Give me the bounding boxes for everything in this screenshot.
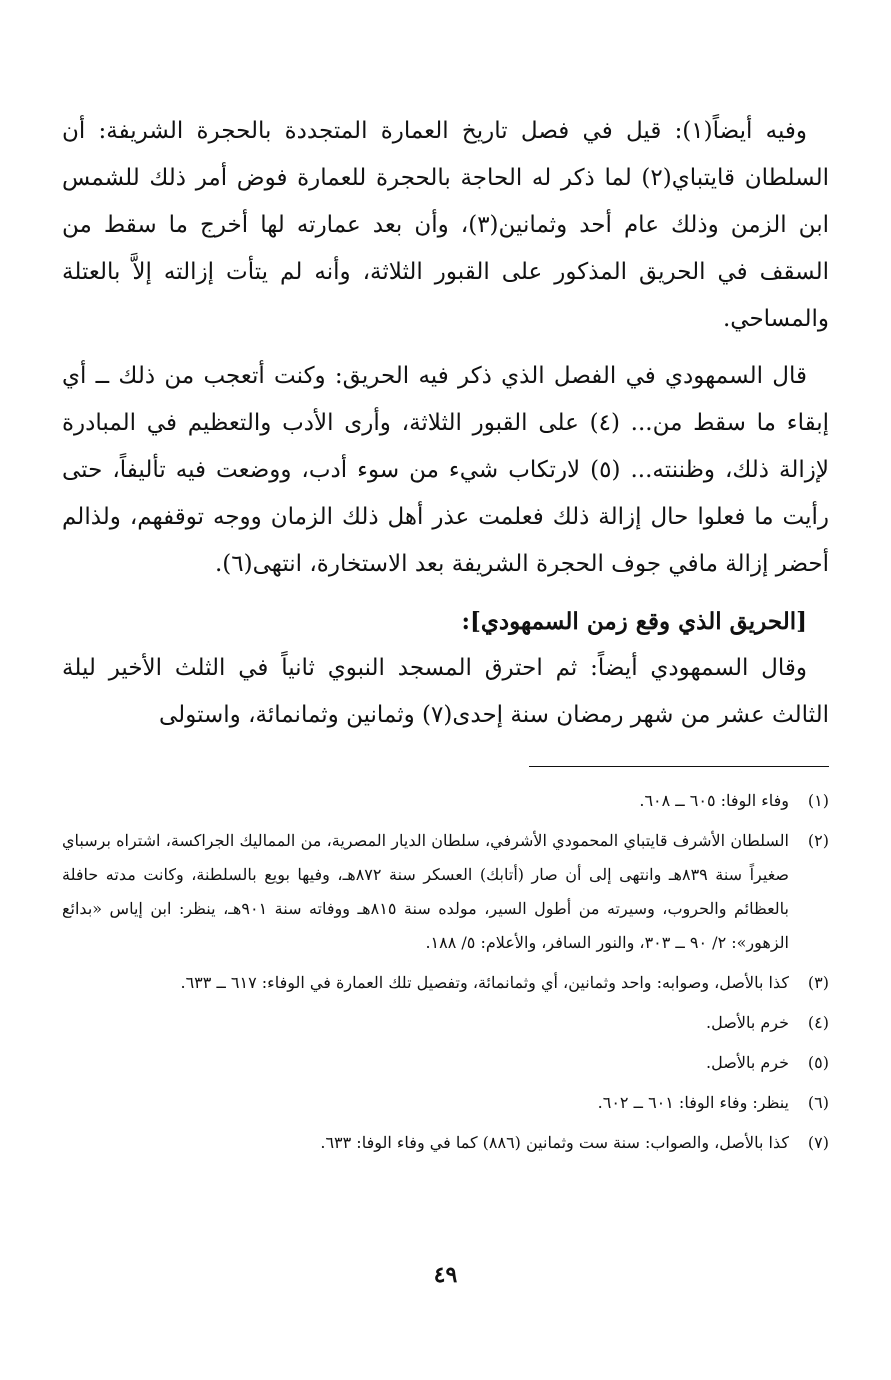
footnote-text: وفاء الوفا: ٦٠٥ ــ ٦٠٨. [639, 791, 789, 810]
paragraph-3: وقال السمهودي أيضاً: ثم احترق المسجد النبوي ثانياً في الثلث الأخير ليلة الثالث عشر من شهر رمضان سنة إحدى(٧) وثمانين وثمانمائة، واستولى [62, 655, 829, 728]
footnote-text: خرم بالأصل. [706, 1053, 789, 1072]
footnote-text: كذا بالأصل، وصوابه: واحد وثمانين، أي وثمانمائة، وتفصيل تلك العمارة في الوفاء: ٦١٧ ــ ٦٣٣. [180, 973, 789, 992]
footnote-separator [529, 766, 829, 767]
paragraph-1: وفيه أيضاً(١): قيل في فصل تاريخ العمارة المتجددة بالحجرة الشريفة: أن السلطان قايتباي(٢) لما ذكر له الحاجة بالحجرة للعمارة فوض أمر ذلك للشمس ابن الزمن وذلك عام أحد وثمانين(٣)، وأن بعد عمارته لها أخرج ما سقط من السقف في الحريق المذكور على القبور الثلاثة، وأنه لم يتأت إزالته إلاَّ بالعتلة والمساحي. [62, 118, 830, 332]
footnote-number: (٤) [807, 1013, 829, 1032]
footnote-item [62, 1046, 829, 1080]
footnote-text: ينظر: وفاء الوفا: ٦٠١ ــ ٦٠٢. [597, 1093, 789, 1112]
footnote-text: السلطان الأشرف قايتباي المحمودي الأشرفي، سلطان الديار المصرية، من المماليك الجراكسة، اشتراه برسباي صغيراً سنة ٨٣٩هـ وانتهى إلى أن صار (أتابك) العسكر سنة ٨٧٢هـ، وفيها بويع بالسلطنة، وكانت مدته حافلة بالعظائم والحروب، وسيرته من أطول السير، مولده سنة ٨١٥هـ ووفاته سنة ٩٠١هـ، ينظر: ابن إياس «بدائع الزهور»: ٢/ ٩٠ ــ ٣٠٣، والنور السافر، والأعلام: ٥/ ١٨٨. [62, 831, 790, 952]
section-heading: [الحريق الذي وقع زمن السمهودي]: [461, 608, 807, 635]
footnote-number: (٧) [807, 1133, 829, 1152]
footnote-number: (٣) [807, 973, 829, 992]
footnote-number: (٢) [807, 831, 829, 850]
footnote-item [62, 784, 829, 818]
footnote-item [62, 1086, 829, 1120]
page-number: ٤٩ [433, 1262, 458, 1288]
footnote-text: كذا بالأصل، والصواب: سنة ست وثمانين (٨٨٦) كما في وفاء الوفا: ٦٣٣. [320, 1133, 789, 1152]
main-text [62, 108, 829, 749]
footnotes [62, 784, 829, 1166]
footnote-item [62, 824, 829, 960]
footnote-number: (١) [807, 791, 829, 810]
footnote-item [62, 966, 829, 1000]
footnote-item [62, 1006, 829, 1040]
footnote-number: (٦) [807, 1093, 829, 1112]
footnote-number: (٥) [807, 1053, 829, 1072]
footnote-text: خرم بالأصل. [706, 1013, 789, 1032]
paragraph-2: قال السمهودي في الفصل الذي ذكر فيه الحريق: وكنت أتعجب من ذلك ــ أي إبقاء ما سقط من... (٤) على القبور الثلاثة، وأرى الأدب والتعظيم في المبادرة لإزالة ذلك، وظننته... (٥) لارتكاب شيء من سوء أدب، ووضعت فيه تأليفاً، حتى رأيت ما فعلوا حال إزالة ذلك فعلمت عذر أهل ذلك الزمان ووجه توقفهم، ولذالم أحضر إزالة مافي جوف الحجرة الشريفة بعد الاستخارة، انتهى(٦). [62, 363, 830, 577]
footnote-item [62, 1126, 829, 1160]
